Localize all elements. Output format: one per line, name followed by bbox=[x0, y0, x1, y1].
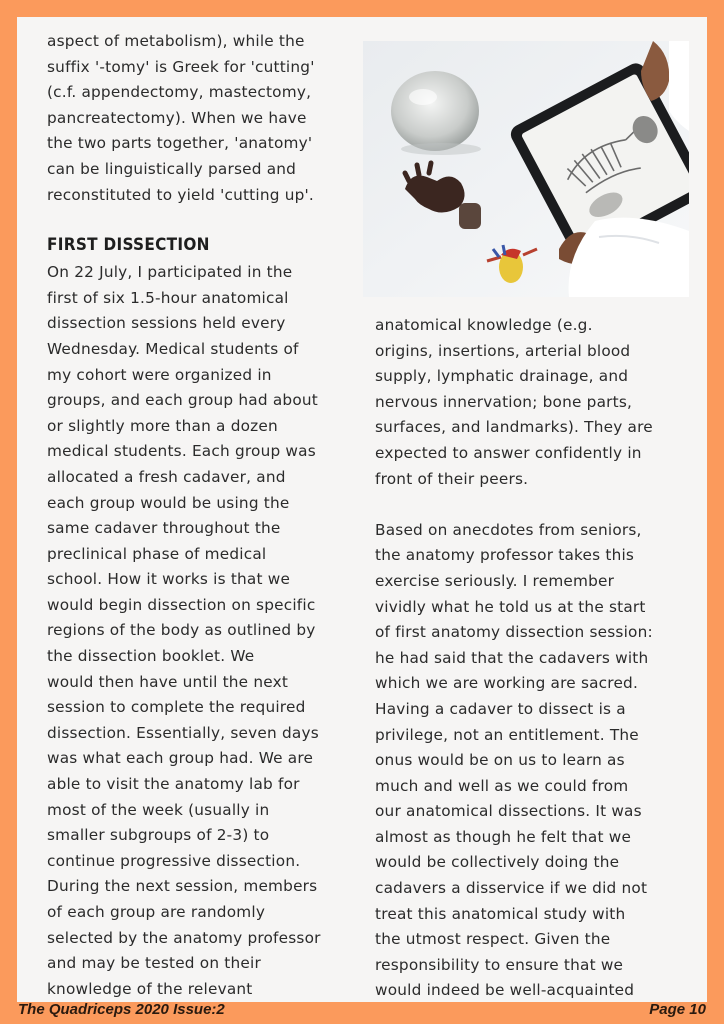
text-line: was what each group had. We are bbox=[47, 749, 314, 768]
text-line: front of their peers. bbox=[375, 469, 529, 488]
text-line: anatomical knowledge (e.g. bbox=[375, 316, 593, 334]
publication-title: The Quadriceps 2020 Issue:2 bbox=[18, 1001, 225, 1018]
text-line: medical students. Each group was bbox=[47, 442, 316, 461]
text-line: and may be tested on their bbox=[47, 954, 261, 973]
intro-paragraph bbox=[47, 29, 347, 208]
text-line: privilege, not an entitlement. The bbox=[375, 725, 639, 744]
text-line: continue progressive dissection. bbox=[47, 851, 301, 870]
text-line: (c.f. appendectomy, mastectomy, bbox=[47, 83, 312, 102]
text-line: our anatomical dissections. It was bbox=[375, 802, 642, 821]
right-column bbox=[375, 313, 680, 1004]
text-line: knowledge of the relevant bbox=[47, 979, 253, 998]
text-line: would then have until the next bbox=[47, 672, 289, 691]
text-line: reconstituted to yield 'cutting up'. bbox=[47, 185, 314, 204]
text-line: the dissection booklet. We bbox=[47, 647, 255, 666]
text-line: During the next session, members bbox=[47, 877, 318, 896]
text-line: my cohort were organized in bbox=[47, 365, 272, 384]
text-line: surfaces, and landmarks). They are bbox=[375, 418, 653, 437]
text-line: would begin dissection on specific bbox=[47, 595, 316, 614]
text-line: almost as though he felt that we bbox=[375, 827, 632, 846]
left-column bbox=[47, 29, 347, 1002]
section-heading: FIRST DISSECTION bbox=[47, 235, 210, 256]
text-line: treat this anatomical study with bbox=[375, 904, 626, 923]
text-line: smaller subgroups of 2-3) to bbox=[47, 826, 270, 845]
text-line: the two parts together, 'anatomy' bbox=[47, 134, 313, 153]
text-line: most of the week (usually in bbox=[47, 800, 270, 819]
text-line: cadavers a disservice if we did not bbox=[375, 879, 648, 898]
article-page bbox=[17, 17, 707, 1002]
anatomy-tablet-illustration bbox=[363, 41, 689, 297]
text-line: allocated a fresh cadaver, and bbox=[47, 467, 286, 486]
text-line: can be linguistically parsed and bbox=[47, 159, 297, 178]
text-line: dissection. Essentially, seven days bbox=[47, 723, 319, 742]
text-line: exercise seriously. I remember bbox=[375, 571, 615, 590]
text-line: dissection sessions held every bbox=[47, 314, 286, 333]
text-line: origins, insertions, arterial blood bbox=[375, 341, 631, 360]
text-line: much and well as we could from bbox=[375, 776, 629, 795]
text-line: groups, and each group had about bbox=[47, 391, 318, 410]
text-line: selected by the anatomy professor bbox=[47, 928, 321, 947]
text-line: nervous innervation; bone parts, bbox=[375, 392, 633, 411]
text-line: preclinical phase of medical bbox=[47, 544, 267, 563]
page-footer bbox=[0, 1000, 724, 1024]
right-paragraph-2 bbox=[375, 518, 680, 1004]
text-line: or slightly more than a dozen bbox=[47, 416, 278, 435]
right-paragraph-1 bbox=[375, 313, 680, 492]
text-line: expected to answer confidently in bbox=[375, 443, 642, 462]
text-line: which we are working are sacred. bbox=[375, 674, 639, 693]
text-line: same cadaver throughout the bbox=[47, 519, 281, 538]
text-line: would indeed be well-acquainted bbox=[375, 981, 635, 1000]
text-line: of first anatomy dissection session: bbox=[375, 623, 653, 642]
text-line: suffix '-tomy' is Greek for 'cutting' bbox=[47, 57, 315, 76]
text-line: Wednesday. Medical students of bbox=[47, 339, 299, 358]
text-line: the utmost respect. Given the bbox=[375, 930, 611, 949]
text-line: supply, lymphatic drainage, and bbox=[375, 367, 629, 386]
text-line: onus would be on us to learn as bbox=[375, 751, 625, 770]
article-photo bbox=[363, 41, 689, 297]
body-paragraph bbox=[47, 260, 347, 1002]
text-line: responsibility to ensure that we bbox=[375, 955, 624, 974]
text-line: Having a cadaver to dissect is a bbox=[375, 699, 626, 718]
text-line: Based on anecdotes from seniors, bbox=[375, 520, 642, 539]
text-line: would be collectively doing the bbox=[375, 853, 620, 872]
page-number: Page 10 bbox=[649, 1001, 706, 1018]
text-line: of each group are randomly bbox=[47, 903, 266, 921]
text-line: aspect of metabolism), while the bbox=[47, 32, 305, 50]
text-line: each group would be using the bbox=[47, 493, 290, 512]
text-line: regions of the body as outlined by bbox=[47, 621, 316, 640]
text-line: pancreatectomy). When we have bbox=[47, 108, 307, 127]
text-line: vividly what he told us at the start bbox=[375, 597, 646, 616]
text-line: first of six 1.5-hour anatomical bbox=[47, 288, 289, 307]
text-line: he had said that the cadavers with bbox=[375, 648, 649, 667]
text-line: the anatomy professor takes this bbox=[375, 546, 635, 565]
text-line: school. How it works is that we bbox=[47, 570, 291, 589]
text-line: able to visit the anatomy lab for bbox=[47, 775, 300, 794]
text-line: session to complete the required bbox=[47, 698, 306, 717]
text-line: On 22 July, I participated in the bbox=[47, 263, 293, 282]
